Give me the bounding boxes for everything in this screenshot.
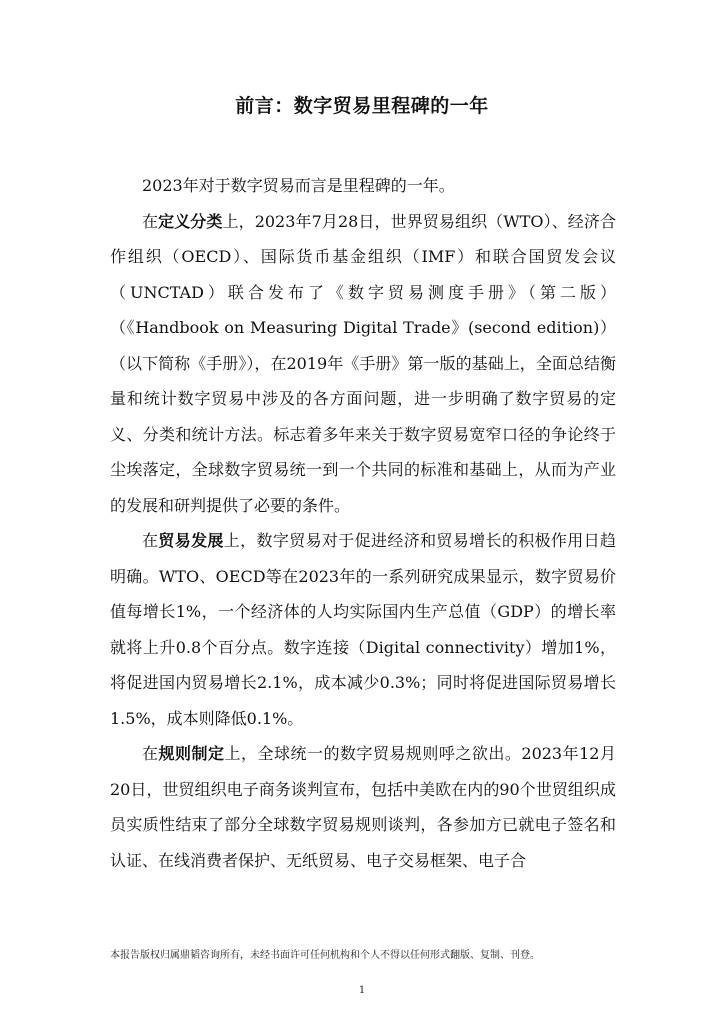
paragraph-lead: 在 [142,211,159,231]
paragraph-keyword: 定义分类 [158,211,223,231]
paragraph-definition [110,204,616,524]
paragraph-text: 2023年对于数字贸易而言是里程碑的一年。 [142,176,455,195]
paragraph-keyword: 贸易发展 [158,531,224,550]
paragraph-rule-making [110,736,616,878]
paragraph-text: 上，2023年7月28日，世界贸易组织（WTO）、经济合作组织（OECD）、国际货币基金组织（IMF）和联合国贸发会议（UNCTAD）联合发布了《数字贸易测度手册》（第二版）（《Handbook on Measuring Digital Trade》(second edition)）（以下简称《手册》），在2019年《手册》第一版的基础上，全面总结衡量和统计数字贸易中涉及的各方面问题，进一步明确了数字贸易的定义、分类和统计方法。标志着多年来关于数字贸易宽窄口径的争论终于尘埃落定，全球数字贸易统一到一个共同的标准和基础上，从而为产业的发展和研判提供了必要的条件。 [110,211,616,515]
paragraph-lead: 在 [142,744,159,763]
document-body [110,168,616,878]
paragraph-text: 上，全球统一的数字贸易规则呼之欲出。2023年12月20日，世贸组织电子商务谈判宣布，包括中美欧在内的90个世贸组织成员实质性结束了部分全球数字贸易规则谈判，各参加方已就电子签名和认证、在线消费者保护、无纸贸易、电子交易框架、电子合 [110,744,616,870]
copyright-footer: 本报告版权归属鼎韬咨询所有，未经书面许可任何机构和个人不得以任何形式翻版、复制、刊登。 [110,950,540,961]
paragraph-lead: 在 [142,531,159,550]
paragraph-trade-development [110,523,616,736]
page-number: 1 [358,985,366,996]
paragraph-text: 上，数字贸易对于促进经济和贸易增长的积极作用日趋明确。WTO、OECD等在2023年的一系列研究成果显示，数字贸易价值每增长1%，一个经济体的人均实际国内生产总值（GDP）的增长率就将上升0.8个百分点。数字连接（Digital connectivity）增加1%，将促进国内贸易增长2.1%，成本减少0.3%；同时将促进国际贸易增长1.5%，成本则降低0.1%。 [110,531,616,728]
paragraph-keyword: 规则制定 [158,744,225,763]
page-title: 前言：数字贸易里程碑的一年 [235,95,489,117]
paragraph-intro [110,168,616,204]
